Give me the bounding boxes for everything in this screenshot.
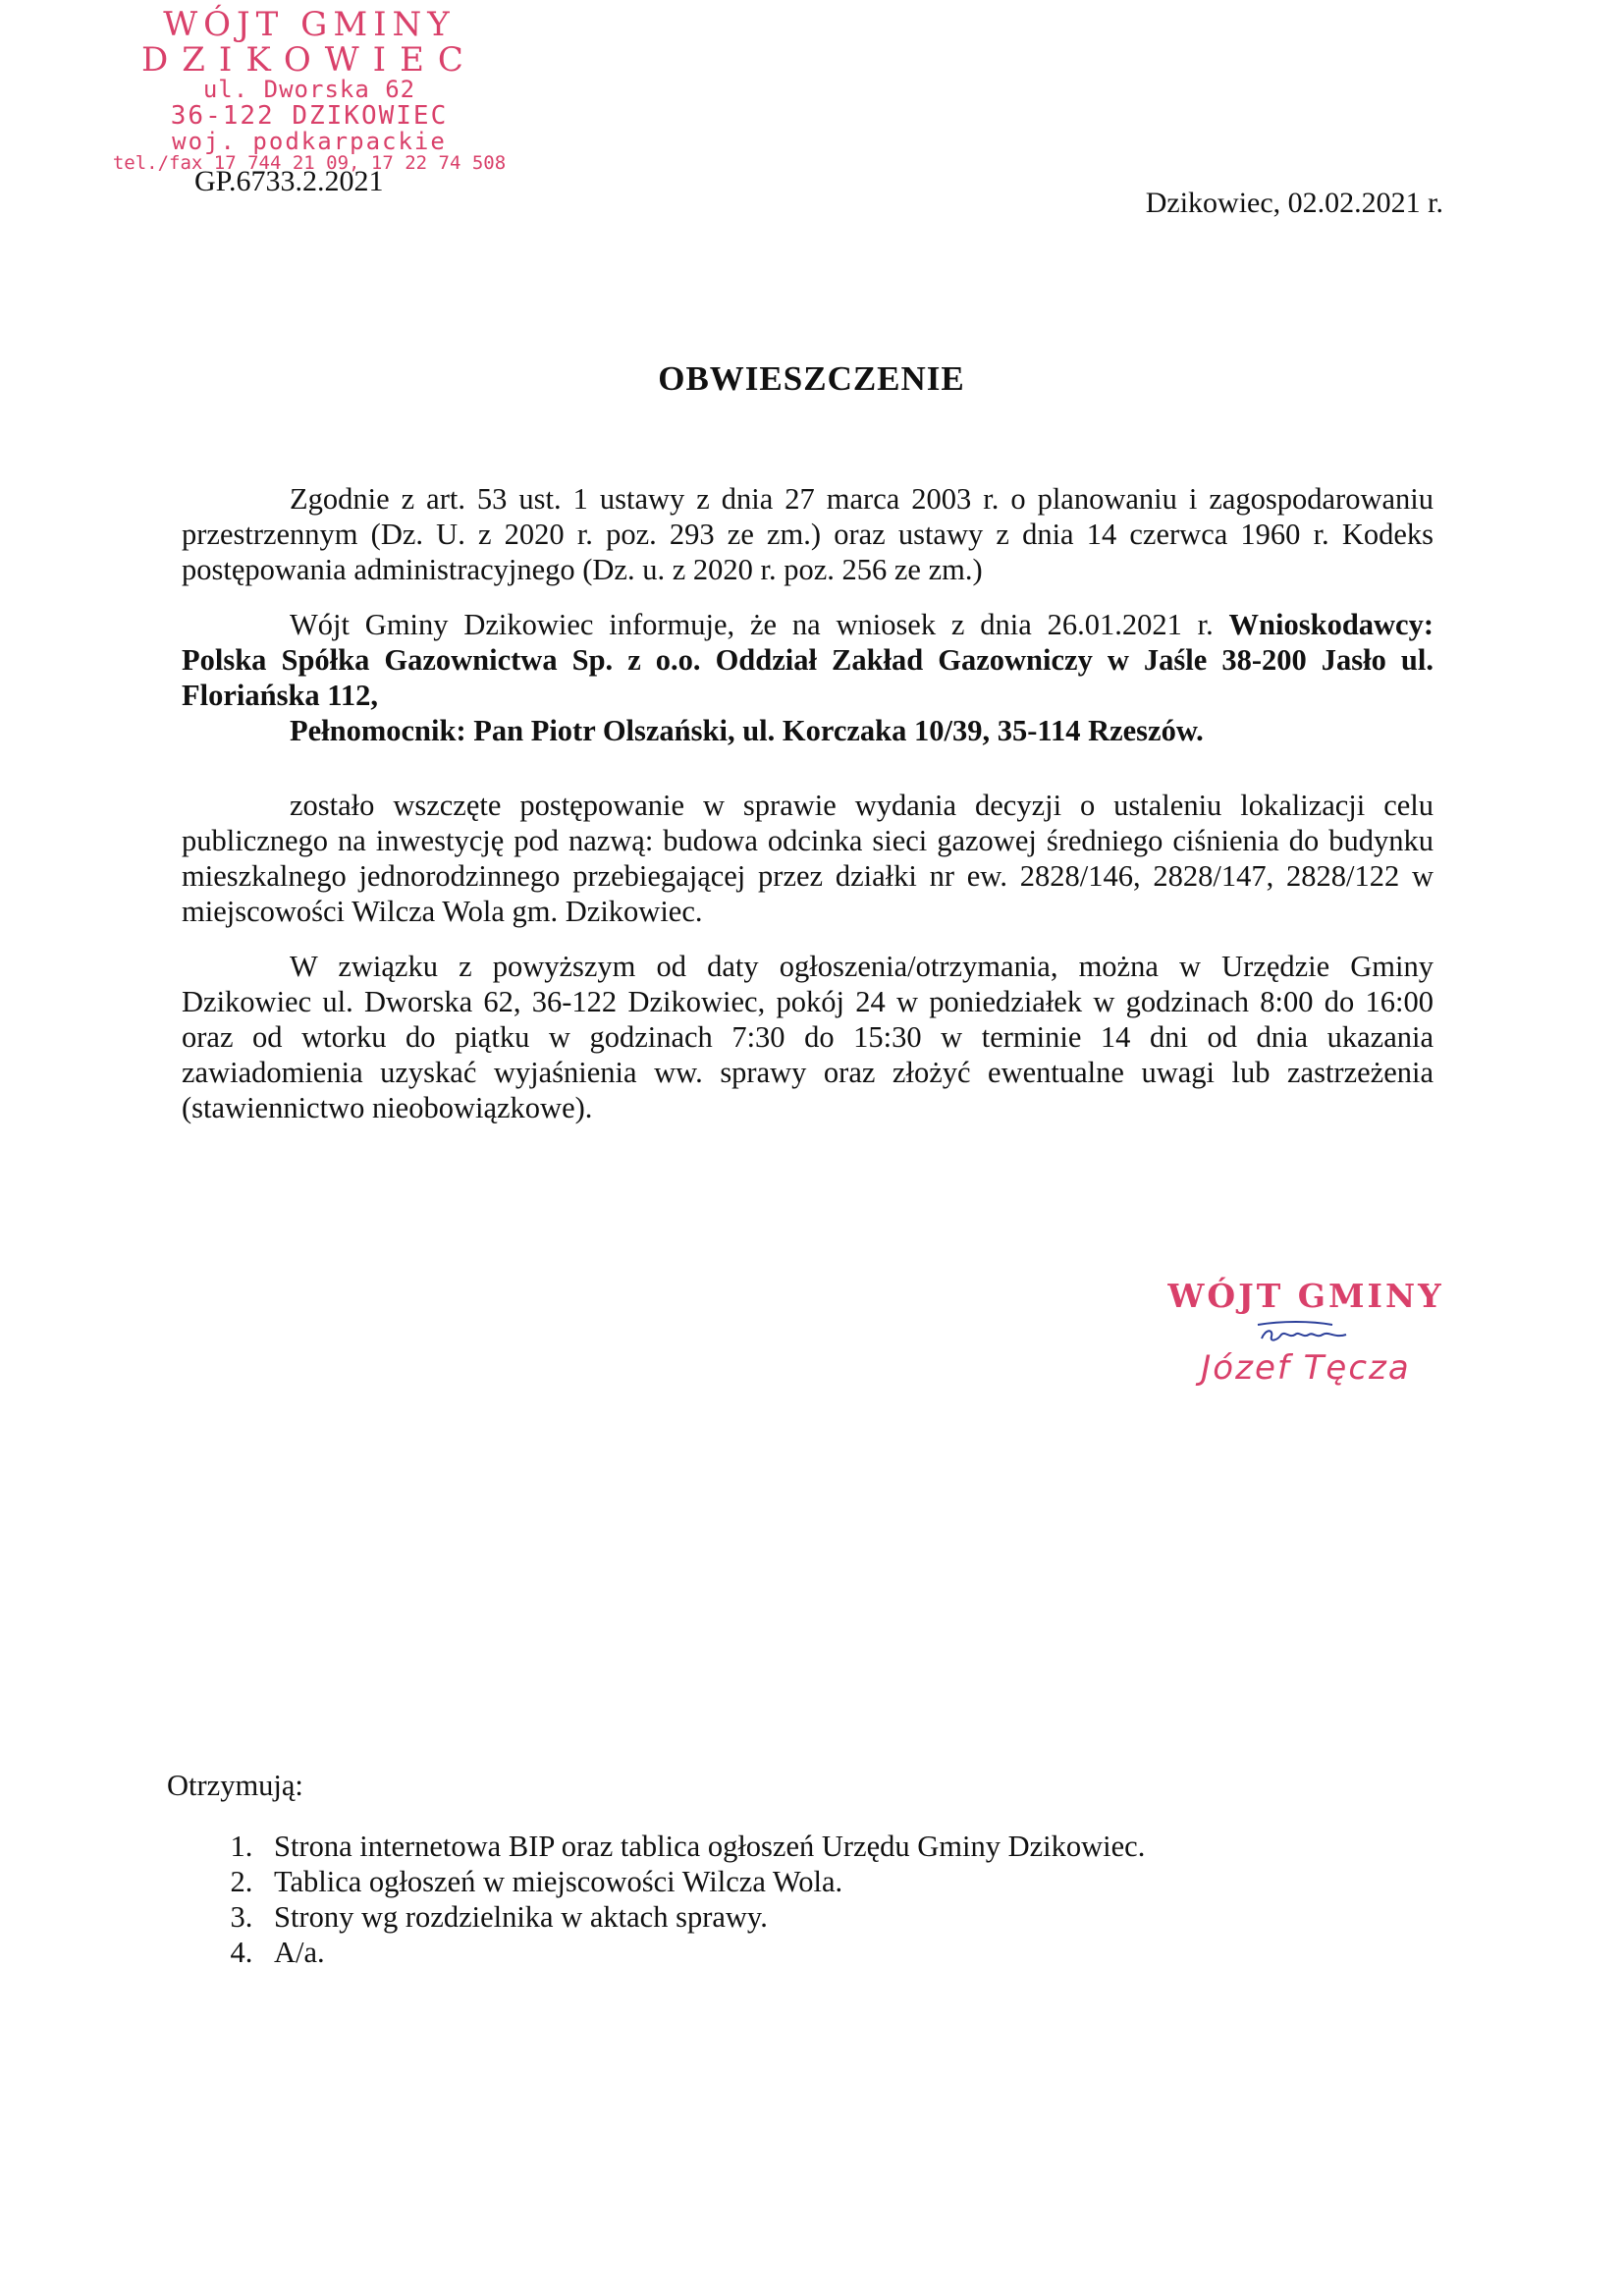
recipients-list — [167, 1829, 1345, 1970]
signature-name: Józef Tęcza — [1201, 1348, 1411, 1388]
paragraph-proceedings: zostało wszczęte postępowanie w sprawie wydania decyzji o ustaleniu lokalizacji celu publicznego na inwestycję pod nazwą: budowa odcinka sieci gazowej średniego ciśnienia do budynku mieszkalnego jednorodzinnego przebiegającej przez działki nr ew. 2828/146, 2828/147, 2828/122 w miejscowości Wilcza Wola gm. Dzikowiec. — [182, 789, 1434, 928]
header-stamp — [103, 5, 515, 175]
applicant-lead: Wójt Gminy Dzikowiec informuje, że na wniosek z dnia 26.01.2021 r. — [290, 608, 1229, 641]
paragraph-legal-basis: Zgodnie z art. 53 ust. 1 ustawy z dnia 27 marca 2003 r. o planowaniu i zagospodarowaniu przestrzennym (Dz. U. z 2020 r. poz. 293 ze zm.) oraz ustawy z dnia 14 czerwca 1960 r. Kodeks postępowania administracyjnego (Dz. u. z 2020 r. poz. 256 ze zm.) — [182, 482, 1434, 586]
stamp-line-phone: tel./fax 17 744 21 09, 17 22 74 508 — [112, 152, 507, 175]
document-title: OBWIESZCZENIE — [658, 359, 965, 398]
paragraph-applicant — [182, 607, 1434, 748]
stamp-line-office: WÓJT GMINY — [163, 5, 456, 44]
list-item: 2. Tablica ogłoszeń w miejscowości Wilcza Wola. — [260, 1864, 1345, 1899]
recipients-section — [167, 1768, 1345, 1970]
list-item: 3. Strony wg rozdzielnika w aktach sprawy. — [260, 1899, 1345, 1935]
signature-stamp — [1139, 1277, 1473, 1388]
stamp-line-street: ul. Dworska 62 — [202, 76, 416, 104]
reference-number: GP.6733.2.2021 — [194, 165, 384, 197]
paragraph-office-hours: W związku z powyższym od daty ogłoszenia/otrzymania, można w Urzędzie Gminy Dzikowiec ul. Dworska 62, 36-122 Dzikowiec, pokój 24 w poniedziałek w godzinach 8:00 do 16:00 oraz od wtorku do piątku w godzinach 7:30 do 15:30 w terminie 14 dni od dnia ukazania zawiadomienia uzyskać wyjaśnienia ww. sprawy oraz złożyć ewentualne uwagi lub zastrzeżenia (stawiennictwo nieobowiązkowe). — [182, 950, 1434, 1124]
applicant-details: Wnioskodawcy: Polska Spółka Gazownictwa Sp. z o.o. Oddział Zakład Gazowniczy w Jaśle 38-200 Jasło ul. Floriańska 112, — [182, 608, 1434, 712]
stamp-line-postal: 36-122 DZIKOWIEC — [170, 100, 449, 131]
attorney-details: Pełnomocnik: Pan Piotr Olszański, ul. Korczaka 10/39, 35-114 Rzeszów. — [290, 714, 1204, 747]
stamp-line-voivodeship: woj. podkarpackie — [172, 127, 447, 155]
handwritten-signature — [1252, 1319, 1360, 1346]
recipients-title: Otrzymują: — [167, 1769, 303, 1802]
stamp-line-municipality: DZIKOWIEC — [141, 39, 477, 80]
list-item: 1. Strona internetowa BIP oraz tablica ogłoszeń Urzędu Gminy Dzikowiec. — [260, 1829, 1345, 1864]
document-body — [182, 481, 1434, 1125]
place-date: Dzikowiec, 02.02.2021 r. — [1145, 187, 1443, 219]
list-item: 4. A/a. — [260, 1935, 1345, 1970]
signature-title: WÓJT GMINY — [1167, 1277, 1444, 1315]
